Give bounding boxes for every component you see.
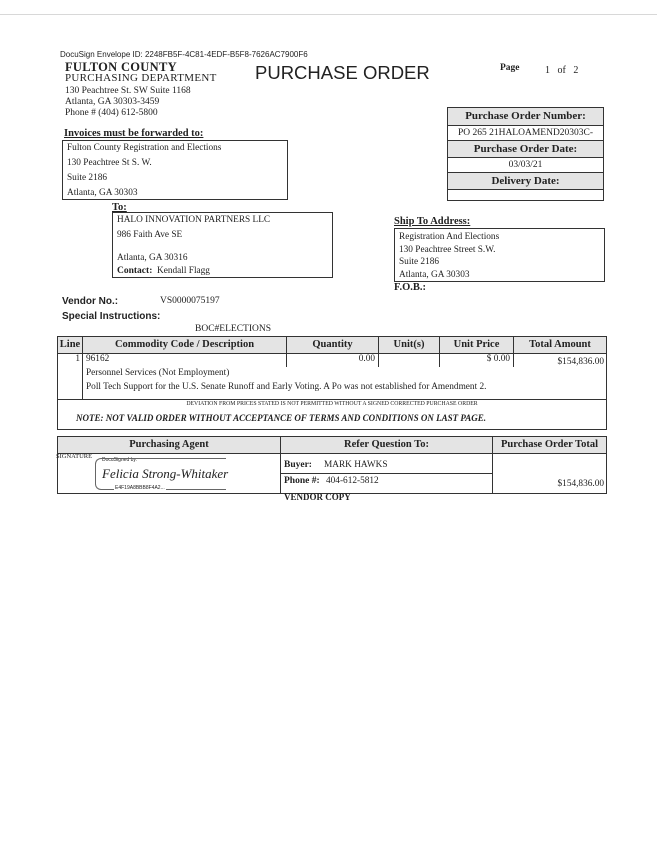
- table-header-row: [58, 337, 606, 354]
- ship-to-line-1: Registration And Elections: [399, 232, 500, 242]
- buyer-phone: 404-612-5812: [326, 476, 379, 486]
- org-address-2: Atlanta, GA 30303-3459: [65, 97, 160, 107]
- phone-label: Phone #:: [284, 476, 320, 486]
- docusigned-label: DocuSigned by:: [102, 457, 138, 463]
- vendor-line-1: HALO INNOVATION PARTNERS LLC: [117, 215, 271, 225]
- invoices-line-4: Atlanta, GA 30303: [67, 188, 138, 198]
- delivery-date-label: Delivery Date:: [448, 173, 603, 190]
- po-date: 03/03/21: [448, 158, 603, 173]
- fob-label: F.O.B.:: [394, 282, 426, 293]
- row-desc-2: Poll Tech Support for the U.S. Senate Runoff and Early Voting. A Po was not established for Amendment 2.: [86, 382, 487, 392]
- contact-name: Kendall Flagg: [157, 266, 210, 276]
- refer-question-label: Refer Question To:: [281, 437, 493, 453]
- signature-label: SIGNATURE: [56, 453, 93, 460]
- signature-id: E4F19A8BBB8F4A2...: [115, 485, 165, 491]
- line-items-table: [57, 336, 607, 430]
- org-dept: PURCHASING DEPARTMENT: [65, 72, 217, 84]
- po-total: $154,836.00: [557, 479, 604, 489]
- header-line: Line: [58, 337, 83, 353]
- contact-label: Contact:: [117, 266, 153, 276]
- delivery-date: [448, 190, 603, 200]
- top-divider: [0, 14, 657, 15]
- ship-to-line-3: Suite 2186: [399, 257, 440, 267]
- vendor-copy-label: VENDOR COPY: [284, 492, 351, 502]
- header-units: Unit(s): [379, 337, 440, 353]
- vendor-line-2: 986 Faith Ave SE: [117, 230, 183, 240]
- ship-to-line-2: 130 Peachtree Street S.W.: [399, 244, 496, 255]
- org-phone: Phone # (404) 612-5800: [65, 108, 158, 118]
- invoices-line-3: Suite 2186: [67, 173, 108, 183]
- row-desc-1: Personnel Services (Not Employment): [86, 368, 230, 378]
- table-row: [58, 354, 606, 399]
- special-instructions-label: Special Instructions:: [62, 311, 161, 322]
- po-date-label: Purchase Order Date:: [448, 141, 603, 158]
- po-number: PO 265 21HALOAMEND20303C-: [448, 126, 603, 141]
- row-total: $154,836.00: [557, 357, 604, 367]
- buyer-name: MARK HAWKS: [324, 460, 388, 470]
- header-total: Total Amount: [529, 339, 591, 350]
- page-label: Page: [500, 63, 520, 73]
- row-unit-price: $ 0.00: [486, 354, 510, 364]
- row-code: 96162: [86, 354, 110, 364]
- invoices-address-box: [62, 140, 288, 200]
- header-commodity: Commodity Code / Description: [83, 337, 287, 353]
- po-info-box: [447, 107, 604, 201]
- page-number: 1 of 2: [545, 65, 579, 76]
- vendor-no-label: Vendor No.:: [62, 296, 119, 307]
- envelope-id: DocuSign Envelope ID: 2248FB5F-4C81-4EDF-B5F8-7626AC7900F6: [60, 50, 308, 59]
- ship-to-label: Ship To Address:: [394, 216, 471, 227]
- row-line: 1: [75, 354, 80, 364]
- org-name: FULTON COUNTY: [65, 60, 177, 74]
- row-quantity: 0.00: [358, 354, 375, 364]
- po-number-label: Purchase Order Number:: [448, 108, 603, 126]
- page-title: PURCHASE ORDER: [255, 62, 430, 83]
- header-unit-price: Unit Price: [440, 337, 514, 353]
- invoices-line-2: 130 Peachtree St S. W.: [67, 158, 152, 168]
- ship-to-box: [394, 228, 605, 282]
- terms-note: NOTE: NOT VALID ORDER WITHOUT ACCEPTANCE OF TERMS AND CONDITIONS ON LAST PAGE.: [76, 413, 486, 423]
- signature: Felicia Strong-Whitaker: [102, 466, 229, 481]
- header-quantity: Quantity: [287, 337, 379, 353]
- invoices-line-1: Fulton County Registration and Elections: [67, 143, 222, 153]
- special-instructions: BOC#ELECTIONS: [195, 324, 271, 334]
- po-total-label: Purchase Order Total: [500, 439, 599, 450]
- vendor-no: VS0000075197: [160, 296, 220, 306]
- deviation-notice: DEVIATION FROM PRICES STATED IS NOT PERMITTED WITHOUT A SIGNED CORRECTED PURCHASE ORDER: [186, 401, 478, 407]
- org-address-1: 130 Peachtree St. SW Suite 1168: [65, 86, 191, 96]
- footer-table: [57, 436, 607, 494]
- ship-to-line-4: Atlanta, GA 30303: [399, 269, 470, 280]
- invoices-label: Invoices must be forwarded to:: [64, 128, 204, 139]
- vendor-line-3: Atlanta, GA 30316: [117, 253, 188, 263]
- purchasing-agent-label: Purchasing Agent: [58, 437, 281, 453]
- buyer-label: Buyer:: [284, 460, 312, 470]
- footer-header-row: [58, 437, 606, 454]
- vendor-address-box: [112, 212, 333, 278]
- to-label: To:: [112, 202, 127, 213]
